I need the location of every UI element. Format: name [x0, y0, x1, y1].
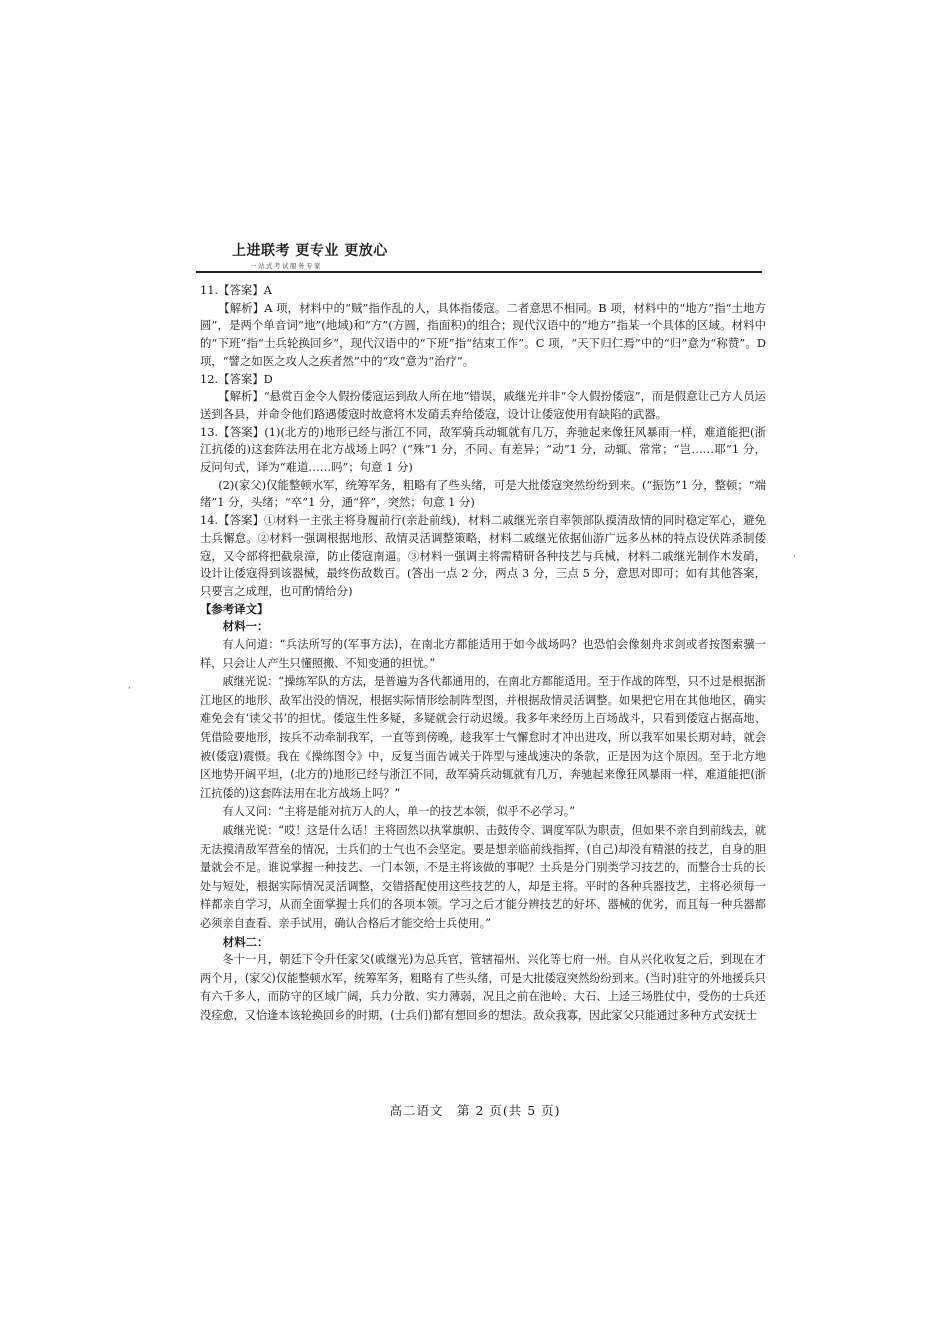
reference-translation-title: 【参考译文】 [200, 601, 269, 616]
page-footer: 高二语文 第 2 页(共 5 页) [389, 1103, 561, 1118]
brand-tagline: 一站式考试服务专家 [250, 262, 322, 270]
material-one-para-4: 戚继光说：“哎！这是什么话！主将固然以执掌旗帜、击鼓传令、调度军队为职责，但如果不亲自到前线去，就无法摸清敌军营垒的情况，士兵们的士气也不会坚定。要是想亲临前线指挥，(自己)却没有精湛的技艺，自身的胆量就会不足。谁说掌握一种技艺、一门本领，不是主将该做的事呢？士兵是分门别类学习技艺的，而整合士兵的长处与短处，根据实际情况灵活调整，交错搭配使用这些技艺的人，却是主将。平时的各种兵器技艺，主将必须每一样都亲自学习，从而全面掌握士兵们的各项本领。学习之后才能分辨技艺的好坏、器械的优劣，而且每一种兵器都必须亲自查看、亲手试用，确认合格后才能交给士兵使用。” [200, 824, 766, 930]
answer-content [200, 282, 766, 1026]
q13-answer-1: 13.【答案】(1)(北方的)地形已经与浙江不同，敌军骑兵动辄就有几万，奔驰起来像狂风暴雨一样，难道能把(浙江抗倭的)这套阵法用在北方战场上吗？(“殊”1 分，不同、有差异；“动”1 分，动辄、常常；“岂……耶”1 分，反问句式，译为“难道……吗”；句意 1 分) [200, 424, 766, 475]
scan-speck: · [793, 552, 796, 562]
material-two-para-1: 冬十一月，朝廷下令升任家父(戚继光)为总兵官，管辖福州、兴化等七府一州。自从兴化收复之后，到现在才两个月，(家父)仅能整顿水军，统筹军务，粗略有了些头绪，可是大批倭寇突然纷纷到来。(当时)驻守的外地援兵只有六千多人，而防守的区域广阔，兵力分散、实力薄弱，况且之前在池岭、大石、上迳三场胜仗中，受伤的士兵还没痊愈，又恰逢本该轮换回乡的时期，(士兵们)都有想回乡的想法。敌众我寡，因此家父只能通过多种方式安抚士 [200, 953, 766, 1023]
brand-logo-text: 上进联考 更专业 更放心 [232, 243, 388, 259]
q11-analysis: 【解析】A 项，材料中的“贼”指作乱的人，具体指倭寇。二者意思不相同。B 项，材料中的“地方”指“土地方圆”，是两个单音词“地”(地域)和“方”(方圆，指面积)的组合；现代汉语中的“地方”指某一个具体的区域。材料中的“下班”指“士兵轮换回乡”，现代汉语中的“下班”指“结束工作”。C 项，“天下归仁焉”中的“归”意为“称赞”。D 项，“譬之如医之攻人之疾者然”中的“攻”意为“治疗”。 [200, 300, 766, 368]
header-divider [196, 271, 762, 273]
material-one-para-2: 戚继光说：“操练军队的方法，是普遍为各代都通用的，在南北方都能适用。至于作战的阵型，只不过是根据浙江地区的地形、敌军出没的情况，根据实际情形绘制阵型图，并根据敌情灵活调整。如果把它用在其他地区，确实难免会有‘读父书’的担忧。倭寇生性多疑，多疑就会行动迟缓。我多年来经历上百场战斗，只看到倭寇占据高地、凭借险要地形，按兵不动牵制我军，一直等到傍晚，趁我军士气懈怠时才冲出进攻，所以我军如果长期对峙，就会被(倭寇)震慑。我在《操练图令》中，反复当面告诫关于阵型与速战速决的条款，正是因为这个原因。至于北方地区地势开阔平坦，(北方的)地形已经与浙江不同，敌军骑兵动辄就有几万，奔驰起来像狂风暴雨一样，难道能把(浙江抗倭的)这套阵法用在北方战场上吗？” [200, 675, 766, 800]
material-two-label: 材料二： [222, 934, 269, 949]
scan-speck: · [128, 684, 131, 694]
q12-analysis: 【解析】“悬赏百金令人假扮倭寇运到敌人所在地”错误，戚继光并非“令人假扮倭寇”，而是假意让己方人员运送到各县，并命令他们路遇倭寇时故意将木发硝丢弃给倭寇，设计让倭寇使用有缺陷的武器。 [200, 389, 766, 421]
q13-answer-2: (2)(家父)仅能整顿水军，统筹军务，粗略有了些头绪，可是大批倭寇突然纷纷到来。(“振饬”1 分，整顿；“端绪”1 分，头绪；“卒”1 分，通“猝”，突然；句意 1 分) [200, 477, 766, 510]
q14-answer: 14.【答案】①材料一主张主将身履前行(亲赴前线)，材料二戚继光亲自率领部队摸清敌情的同时稳定军心，避免士兵懈怠。②材料一强调根据地形、敌情灵活调整策略，材料二戚继光依据仙游广远多丛林的特点设伏阵杀制倭寇，又令部将把截泉漳，防止倭寇南逼。③材料一强调主将需精研各种技艺与兵械，材料二戚继光制作木发硝，设计让倭寇得到该器械，最终伤敌数百。(答出一点 2 分，两点 3 分，三点 5 分，意思对即可；如有其他答案，只要言之成理，也可酌情给分) [200, 513, 766, 598]
material-one-para-3: 有人又问：“主将是能对抗万人的人，单一的技艺本领，似乎不必学习。” [222, 805, 576, 819]
q11-answer: 11.【答案】A [200, 283, 272, 297]
material-one-label: 材料一： [222, 619, 269, 634]
q12-answer: 12.【答案】D [200, 371, 273, 386]
material-one-para-1: 有人问道：“兵法所写的(军事方法)，在南北方都能适用于如今战场吗？也恐怕会像刻舟求剑或者按图索骥一样，只会让人产生只懂照搬、不知变通的担忧。” [200, 638, 766, 670]
page-header [232, 240, 762, 270]
